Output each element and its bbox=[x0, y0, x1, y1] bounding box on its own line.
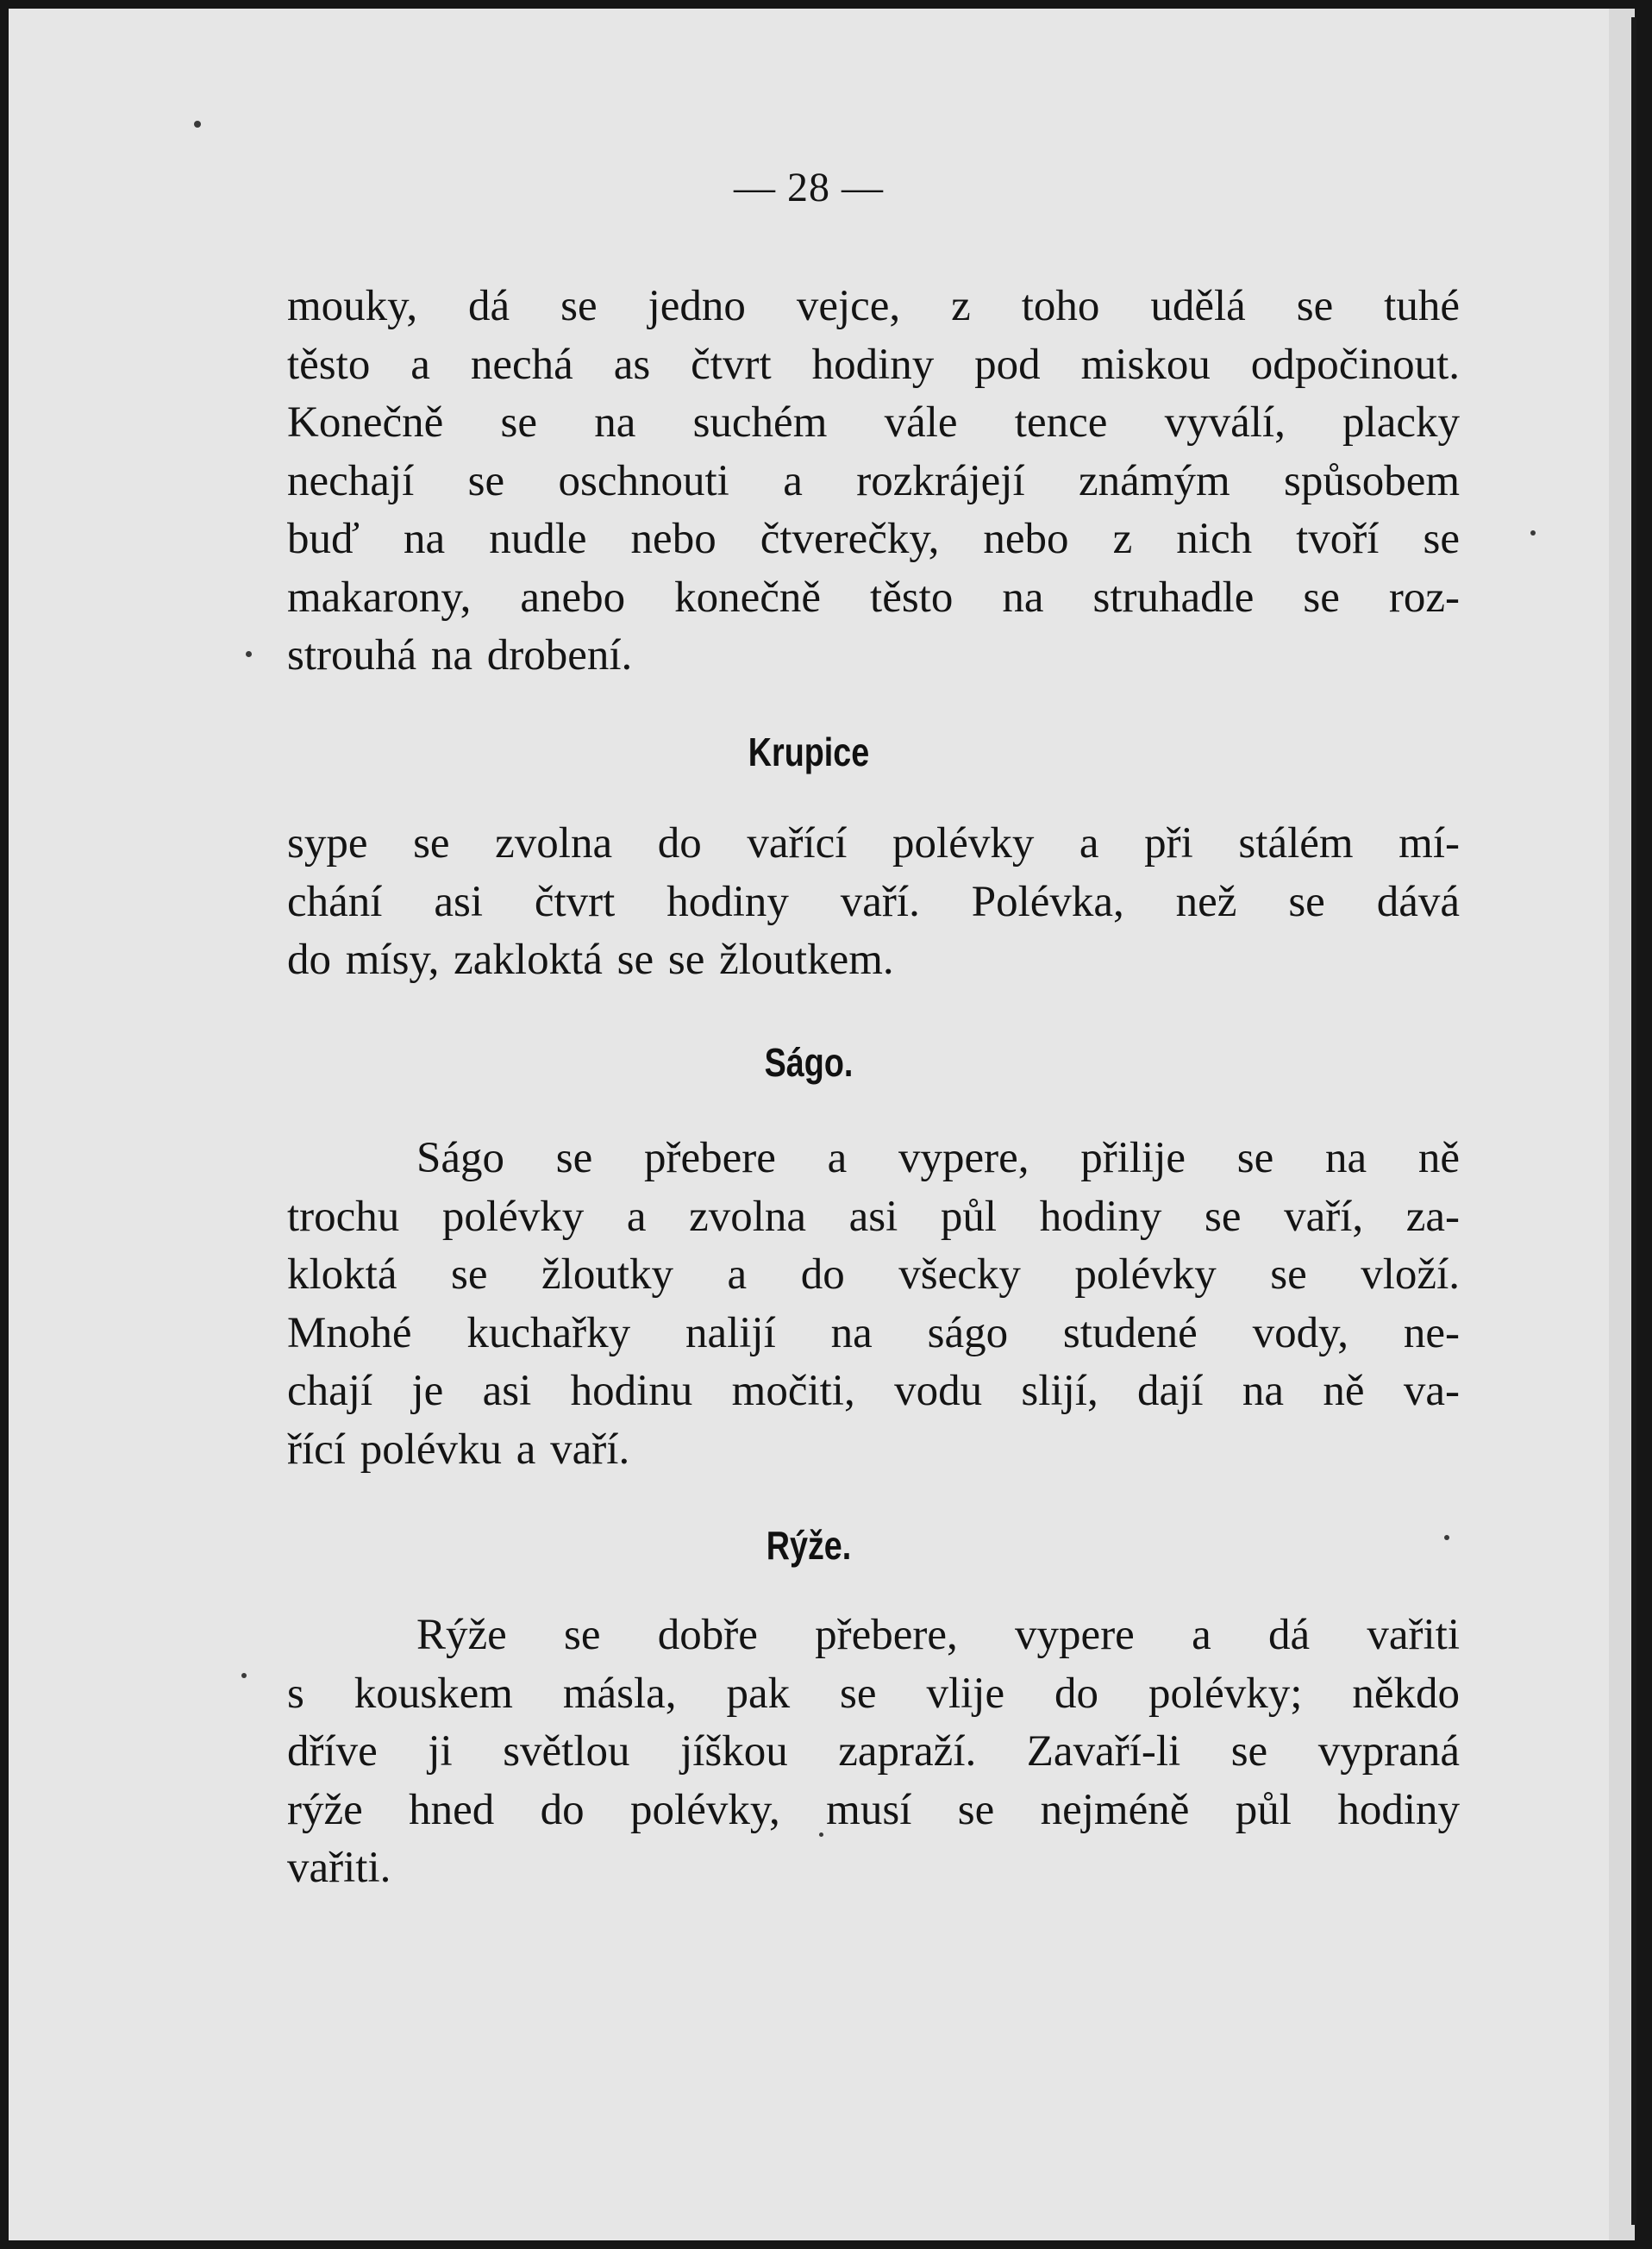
krupice-paragraph bbox=[287, 815, 1460, 990]
print-speck bbox=[246, 651, 252, 657]
print-speck bbox=[241, 1673, 247, 1678]
section-heading-ryze: Rýže. bbox=[766, 1523, 852, 1568]
intro-paragraph bbox=[287, 278, 1460, 686]
paragraph-line: dříve ji světlou jíškou zapraží. Zavaří-li se vypraná bbox=[287, 1727, 1460, 1776]
paragraph-line: řící polévku a vaří. bbox=[287, 1425, 630, 1474]
print-speck bbox=[1530, 530, 1536, 536]
paragraph-line: do mísy, zakloktá se se žloutkem. bbox=[287, 936, 894, 984]
paragraph-line: nechají se oschnouti a rozkrájejí známým spůsobem bbox=[287, 456, 1460, 505]
print-speck bbox=[194, 121, 201, 128]
paragraph-line: kloktá se žloutky a do všecky polévky se vloží. bbox=[287, 1250, 1460, 1299]
paragraph-line: trochu polévky a zvolna asi půl hodiny se vaří, za- bbox=[287, 1192, 1460, 1241]
paragraph-line: chají je asi hodinu močiti, vodu slijí, dají na ně va- bbox=[287, 1367, 1460, 1415]
paragraph-line: mouky, dá se jedno vejce, z toho udělá se tuhé bbox=[287, 282, 1460, 330]
book-page bbox=[9, 9, 1609, 2240]
paragraph-line: rýže hned do polévky, musí se nejméně půl hodiny bbox=[287, 1785, 1460, 1834]
ryze-paragraph bbox=[287, 1607, 1460, 1898]
paragraph-line: Konečně se na suchém vále tence vyválí, placky bbox=[287, 398, 1460, 447]
paragraph-line: strouhá na drobení. bbox=[287, 631, 633, 680]
page-number: — 28 — bbox=[734, 165, 884, 210]
paragraph-line: vařiti. bbox=[287, 1844, 391, 1892]
paragraph-line: sype se zvolna do vařící polévky a při stálém mí- bbox=[287, 819, 1460, 868]
binding-edge bbox=[1631, 17, 1636, 2225]
section-heading-sago: Ságo. bbox=[764, 1040, 854, 1085]
paragraph-line: s kouskem másla, pak se vlije do polévky; někdo bbox=[287, 1669, 1460, 1718]
paragraph-line: buď na nudle nebo čtverečky, nebo z nich tvoří se bbox=[287, 515, 1460, 563]
paragraph-line: makarony, anebo konečně těsto na struhadle se roz- bbox=[287, 573, 1460, 622]
paragraph-line: Rýže se dobře přebere, vypere a dá vařiti bbox=[416, 1611, 1460, 1659]
paragraph-line: těsto a nechá as čtvrt hodiny pod miskou odpočinout. bbox=[287, 340, 1460, 389]
paragraph-line: Ságo se přebere a vypere, přilije se na ně bbox=[416, 1134, 1460, 1182]
paragraph-line: Mnohé kuchařky nalijí na ságo studené vody, ne- bbox=[287, 1308, 1460, 1357]
paragraph-line: chání asi čtvrt hodiny vaří. Polévka, než se dává bbox=[287, 877, 1460, 926]
section-heading-krupice: Krupice bbox=[748, 730, 870, 774]
sago-paragraph bbox=[287, 1130, 1460, 1479]
